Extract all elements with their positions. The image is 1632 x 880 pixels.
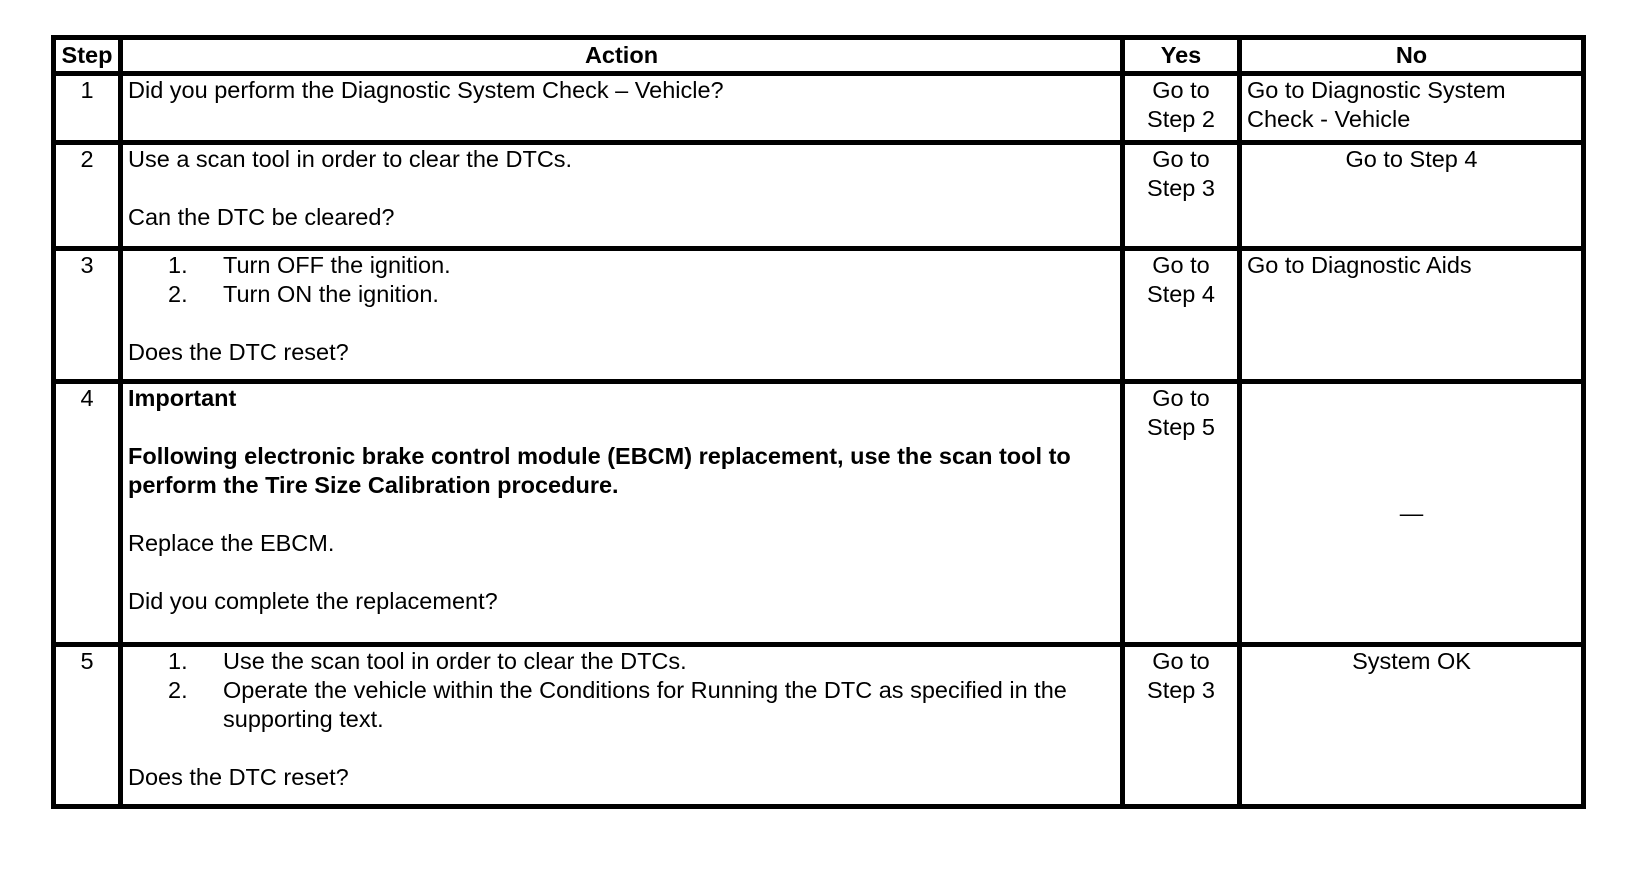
yes-line: Step 3 [1147, 677, 1215, 703]
no-cell [1240, 645, 1584, 807]
list-text: Use the scan tool in order to clear the DTCs. [223, 648, 687, 674]
list-text: Operate the vehicle within the Conditions for Running the DTC as specified in the supporting text. [223, 677, 1067, 732]
header-row [54, 38, 1584, 74]
yes-line: Step 3 [1147, 175, 1215, 201]
yes-line: Go to [1152, 648, 1210, 674]
list-text: Turn ON the ignition. [223, 281, 439, 307]
action-question: Did you complete the replacement? [128, 588, 498, 614]
list-item [168, 251, 1115, 280]
yes-line: Go to [1152, 385, 1210, 411]
diagnostic-table [51, 35, 1586, 809]
no-cell [1240, 249, 1584, 382]
yes-line: Step 2 [1147, 106, 1215, 132]
step-number: 5 [54, 645, 121, 807]
action-question: Does the DTC reset? [128, 764, 349, 790]
action-list [128, 251, 1115, 309]
list-text: Turn OFF the ignition. [223, 252, 451, 278]
action-question: Did you perform the Diagnostic System Check – Vehicle? [128, 77, 724, 103]
no-line: Go to Diagnostic System [1247, 77, 1506, 103]
table-row [54, 249, 1584, 382]
important-text: Following electronic brake control module (EBCM) replacement, use the scan tool to perform the Tire Size Calibration procedure. [128, 443, 1071, 498]
table-row [54, 74, 1584, 143]
header-step: Step [54, 38, 121, 74]
list-item [168, 280, 1115, 309]
yes-cell [1123, 249, 1240, 382]
yes-line: Go to [1152, 146, 1210, 172]
step-number: 3 [54, 249, 121, 382]
yes-cell [1123, 74, 1240, 143]
action-cell [121, 74, 1123, 143]
list-number: 2. [168, 281, 188, 307]
action-cell [121, 249, 1123, 382]
no-line: Check - Vehicle [1247, 106, 1411, 132]
yes-cell [1123, 382, 1240, 645]
header-yes: Yes [1123, 38, 1240, 74]
yes-line: Go to [1152, 77, 1210, 103]
action-cell [121, 382, 1123, 645]
header-action: Action [121, 38, 1123, 74]
action-text: Use a scan tool in order to clear the DTCs. [128, 146, 573, 172]
header-no: No [1240, 38, 1584, 74]
no-cell [1240, 74, 1584, 143]
yes-cell [1123, 645, 1240, 807]
table-row [54, 382, 1584, 645]
action-text: Replace the EBCM. [128, 530, 335, 556]
yes-line: Go to [1152, 252, 1210, 278]
list-item [168, 647, 1115, 676]
action-cell [121, 645, 1123, 807]
step-number: 4 [54, 382, 121, 645]
no-line: Go to Step 4 [1345, 146, 1478, 172]
list-number: 1. [168, 648, 188, 674]
no-line: System OK [1352, 648, 1471, 674]
list-item [168, 676, 1115, 734]
important-label: Important [128, 385, 237, 411]
no-line: — [1399, 499, 1424, 526]
yes-cell [1123, 143, 1240, 249]
list-number: 1. [168, 252, 188, 278]
action-list [128, 647, 1115, 734]
action-cell [121, 143, 1123, 249]
yes-line: Step 5 [1147, 414, 1215, 440]
table-row [54, 143, 1584, 249]
step-number: 2 [54, 143, 121, 249]
step-number: 1 [54, 74, 121, 143]
no-cell [1240, 143, 1584, 249]
action-question: Does the DTC reset? [128, 339, 349, 365]
table-row [54, 645, 1584, 807]
yes-line: Step 4 [1147, 281, 1215, 307]
no-line: Go to Diagnostic Aids [1247, 252, 1472, 278]
no-cell [1240, 382, 1584, 645]
list-number: 2. [168, 677, 188, 703]
action-question: Can the DTC be cleared? [128, 204, 395, 230]
